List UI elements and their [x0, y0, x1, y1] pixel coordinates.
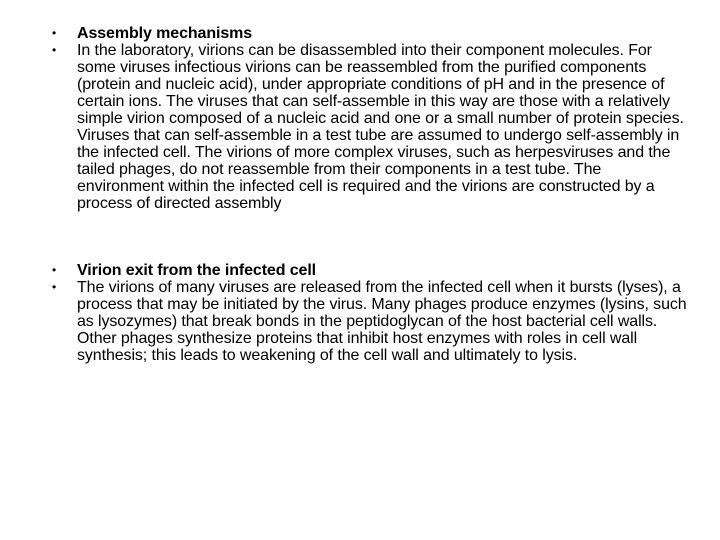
- bullet-item-heading: [52, 25, 692, 42]
- section-body: The virions of many viruses are released from the infected cell when it bursts (lyses), a process that may be initiated by the virus. Many phages produce enzymes (lysins, such as lysozymes) that break bonds in the peptidoglycan of the host bacterial cell walls. Other phages synthesize proteins that inhibit host enzymes with roles in cell wall synthesis; this leads to weakening of the cell wall and ultimately to lysis.: [77, 279, 687, 364]
- bullet-item-body: [52, 42, 692, 212]
- section-heading: Virion exit from the infected cell: [77, 262, 317, 279]
- section-body: In the laboratory, virions can be disassembled into their component molecules. For some viruses infectious virions can be reassembled from the purified components (protein and nucleic acid), under appropriate conditions of pH and in the presence of certain ions. The viruses that can self-assemble in this way are those with a relatively simple virion composed of a nucleic acid and one or a small number of protein species. Viruses that can self-assemble in a test tube are assumed to undergo self-assembly in the infected cell. The virions of more complex viruses, such as herpesviruses and the tailed phages, do not reassemble from their components in a test tube. The environment within the infected cell is required and the virions are constructed by a process of directed assembly: [77, 42, 684, 212]
- section-heading: Assembly mechanisms: [77, 25, 253, 42]
- bullet-item-body: [52, 279, 692, 364]
- bullet-icon: •: [52, 280, 57, 294]
- section-assembly-mechanisms: [52, 25, 692, 212]
- bullet-icon: •: [52, 43, 57, 57]
- bullet-item-heading: [52, 262, 692, 279]
- section-virion-exit: [52, 262, 692, 364]
- bullet-icon: •: [52, 26, 57, 40]
- bullet-icon: •: [52, 263, 57, 277]
